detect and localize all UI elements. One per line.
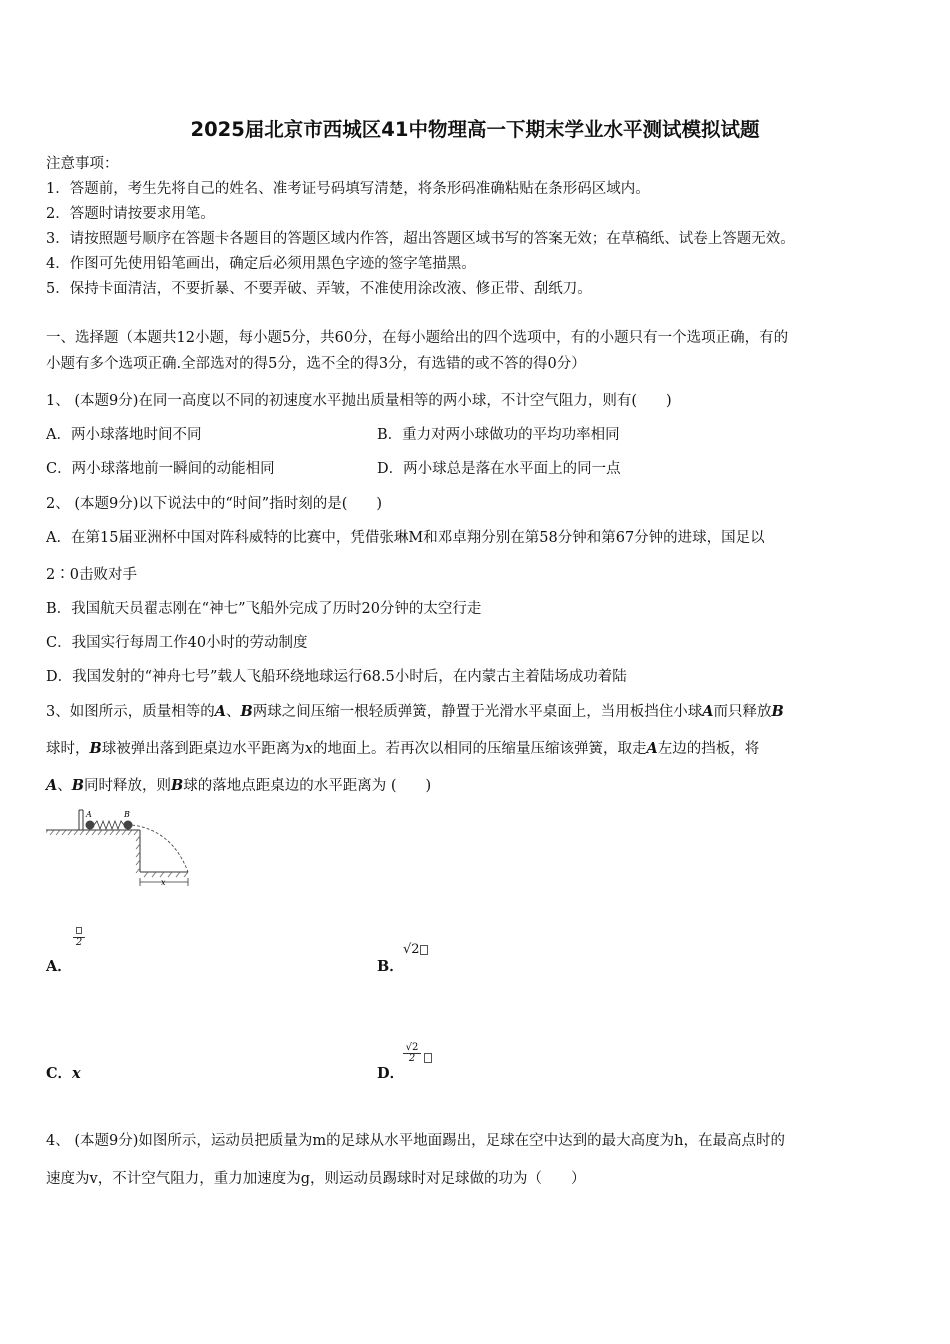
q2-option-a-line2: 2∶0击败对手 — [46, 567, 137, 583]
q2-option-a-line1: A．在第15届亚洲杯中国对阵科威特的比赛中，凭借张琳M和邓卓翔分别在第58分钟和第67分钟的进球，国足以 — [46, 530, 765, 546]
q3-stem-line3: A、B同时释放，则B球的落地点距桌边的水平距离为 ( ) — [46, 777, 432, 794]
q1-option-a: A．两小球落地时间不同 — [46, 427, 202, 443]
q3-option-d-fraction: $\frac{√2}{2}$ — [403, 1043, 421, 1064]
q1-option-c: C．两小球落地前一瞬间的动能相同 — [46, 461, 275, 477]
q4-stem-line2: 速度为v，不计空气阻力，重力加速度为g，则运动员踢球时对足球做的功为（ ） — [46, 1171, 586, 1187]
notice-item-5: 5．保持卡面清洁，不要折暴、不要弄破、弄皱，不准使用涂改液、修正带、刮纸刀。 — [46, 281, 592, 297]
q2-option-c: C．我国实行每周工作40小时的劳动制度 — [46, 635, 308, 651]
figure-label-b: B — [124, 810, 130, 819]
missing-glyph-icon — [420, 945, 428, 955]
notice-item-1: 1．答题前，考生先将自己的姓名、准考证号码填写清楚，将条形码准确粘贴在条形码区域内。 — [46, 181, 650, 197]
section-heading-line1: 一、选择题（本题共12小题，每小题5分，共60分，在每小题给出的四个选项中，有的小题只有一个选项正确，有的 — [46, 330, 789, 346]
q4-stem-line1: 4、 (本题9分)如图所示，运动员把质量为m的足球从水平地面踢出，足球在空中达到的最大高度为h，在最高点时的 — [46, 1133, 785, 1149]
missing-glyph-icon — [424, 1053, 432, 1063]
q2-option-d: D．我国发射的“神舟七号”载人飞船环绕地球运行68.5小时后，在内蒙古主着陆场成功着陆 — [46, 669, 627, 685]
q3-option-d-label: D． — [377, 1065, 405, 1082]
q3-stem-line1: 3、如图所示，质量相等的A、B两球之间压缩一根轻质弹簧，静置于光滑水平桌面上，当用板挡住小球A而只释放B — [46, 703, 784, 720]
q1-option-d: D．两小球总是落在水平面上的同一点 — [377, 461, 621, 477]
q2-option-b: B．我国航天员翟志刚在“神七”飞船外完成了历时20分钟的太空行走 — [46, 601, 482, 617]
q3-option-b-expression: √2 — [403, 942, 428, 957]
figure-label-x: x — [161, 878, 166, 887]
page-title: 2025届北京市西城区41中物理高一下期末学业水平测试模拟试题 — [190, 118, 760, 141]
q2-stem: 2、 (本题9分)以下说法中的“时间”指时刻的是( ) — [46, 496, 383, 512]
q3-option-a-label: A． — [46, 958, 72, 975]
missing-glyph-icon — [76, 927, 82, 934]
q3-option-c: C．x — [46, 1065, 81, 1082]
q3-option-b-label: B． — [377, 958, 404, 975]
notice-item-2: 2．答题时请按要求用笔。 — [46, 206, 215, 222]
q1-option-b: B．重力对两小球做功的平均功率相同 — [377, 427, 620, 443]
notice-heading: 注意事项： — [46, 156, 119, 172]
section-heading-line2: 小题有多个选项正确.全部选对的得5分，选不全的得3分，有选错的或不答的得0分） — [46, 356, 586, 372]
q1-stem: 1、 (本题9分)在同一高度以不同的初速度水平抛出质量相等的两小球，不计空气阻力，则有( ) — [46, 393, 672, 409]
q3-stem-line2: 球时，B球被弹出落到距桌边水平距离为x的地面上。若再次以相同的压缩量压缩该弹簧，取走A左边的挡板，将 — [46, 740, 760, 757]
q3-option-a-fraction: 2 — [73, 926, 85, 948]
figure-label-a: A — [86, 810, 92, 819]
spring-table-diagram — [46, 802, 196, 894]
notice-item-3: 3．请按照题号顺序在答题卡各题目的答题区域内作答，超出答题区域书写的答案无效；在草稿纸、试卷上答题无效。 — [46, 231, 795, 247]
notice-item-4: 4．作图可先使用铅笔画出，确定后必须用黑色字迹的签字笔描黑。 — [46, 256, 476, 272]
